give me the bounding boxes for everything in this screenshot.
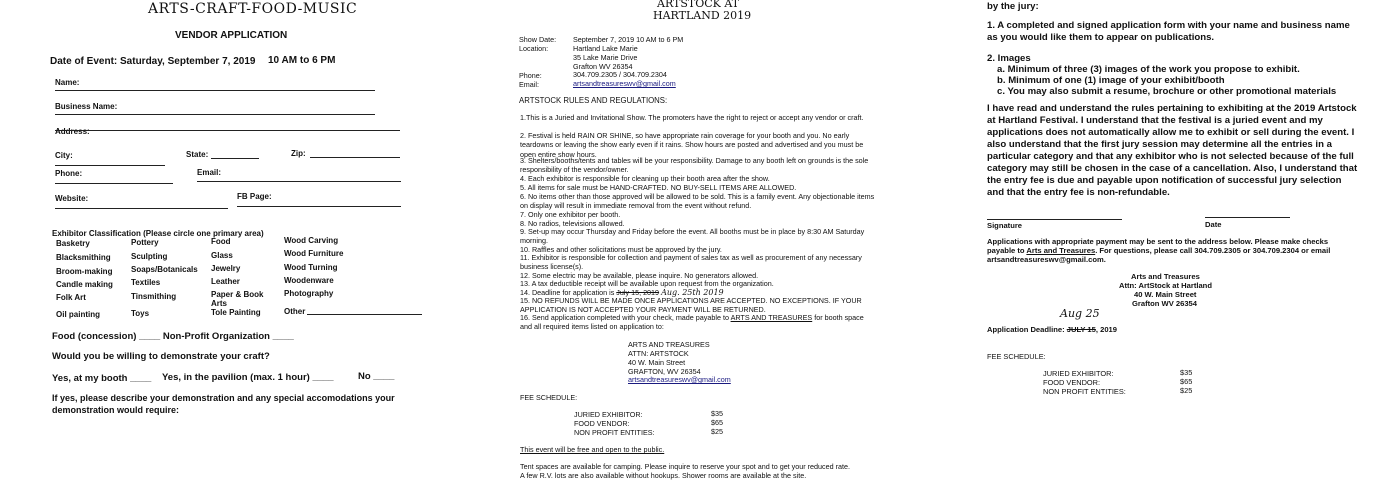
signature-field[interactable] [987, 219, 1122, 220]
mail-address-line: GRAFTON, WV 26354 [628, 367, 701, 376]
deadline-year: , 2019 [1095, 325, 1118, 334]
classification-option[interactable]: Textiles [131, 278, 161, 287]
fee-label: JURIED EXHIBITOR: [574, 410, 643, 419]
classification-header: Exhibitor Classification (Please circle one primary area) [52, 229, 264, 238]
application-deadline [987, 325, 1117, 335]
describe-demo-text-2: demonstration would require: [52, 405, 180, 415]
describe-demo-text: If yes, please describe your demonstration and any special accomodations your [52, 393, 395, 403]
mail-email-link[interactable]: artsandtreasureswv@gmail.com [628, 375, 731, 384]
classification-option[interactable]: Blacksmithing [56, 253, 111, 262]
show-date-value: September 7, 2019 10 AM to 6 PM [573, 35, 684, 44]
demo-at-booth-option[interactable]: Yes, at my booth ____ [52, 373, 152, 384]
name-label: Name: [55, 78, 80, 87]
send-text: 16. Send application completed with your check, made payable to [520, 313, 731, 322]
agreement-page [975, 0, 1400, 500]
vendor-application-page [0, 0, 460, 500]
fee-label: FOOD VENDOR: [1043, 378, 1101, 387]
requirement-2b: b. Minimum of one (1) image of your exhibit/booth [997, 75, 1225, 86]
zip-label: Zip: [291, 149, 306, 158]
rule-item: 11. Exhibitor is responsible for collection and payment of sales tax as well as procurement of any necessary business license(s). [520, 253, 862, 272]
email-link[interactable]: artsandtreasureswv@gmail.com [573, 79, 676, 88]
mail-address-line: Attn: ArtStock at Hartland [1119, 281, 1212, 290]
classification-option[interactable]: Tinsmithing [131, 292, 177, 301]
city-field[interactable] [55, 165, 165, 166]
rule-item: 9. Set-up may occur Thursday and Friday before the event. All booths must be in place by 8:30 AM Saturday morning. [520, 227, 865, 246]
business-name-field[interactable] [55, 114, 375, 115]
classification-option[interactable]: Sculpting [131, 252, 168, 261]
agreement-line: also understand that the first jury session may determine all the entries in a [987, 139, 1332, 150]
mail-address-line: 40 W. Main Street [628, 358, 686, 367]
rules-title: ARTSTOCK RULES AND REGULATIONS: [519, 96, 668, 105]
jury-intro: by the jury: [987, 1, 1039, 12]
classification-option[interactable]: Basketry [56, 239, 90, 248]
classification-option[interactable]: Pottery [131, 238, 159, 247]
agreement-line: at Hartland Festival. I understand that the festival is a juried event and my [987, 115, 1323, 126]
handwritten-deadline: Aug. 25th 2019 [661, 288, 724, 297]
phone-value: 304.709.2305 / 304.709.2304 [573, 70, 667, 79]
fee-schedule-title: FEE SCHEDULE: [520, 393, 578, 402]
zip-field[interactable] [310, 157, 400, 158]
city-label: City: [55, 151, 73, 160]
date-of-event: Date of Event: Saturday, September 7, 2019 [50, 56, 256, 67]
classification-option[interactable]: Oil painting [56, 310, 100, 319]
location-line: Grafton WV 26354 [573, 62, 633, 71]
location-line: Hartland Lake Marie [573, 44, 638, 53]
mail-address-line: ATTN: ARTSTOCK [628, 349, 689, 358]
rules-page [505, 0, 885, 500]
classification-option[interactable]: Folk Art [56, 293, 86, 302]
agreement-line: particular category and that any exhibitor who is not selected because of the full [987, 151, 1354, 162]
contact-email[interactable]: artsandtreasureswv@gmail.com. [987, 255, 1106, 264]
classification-option[interactable]: Glass [211, 251, 233, 260]
classification-option[interactable]: Tole Painting [211, 308, 261, 317]
mail-address-line: 40 W. Main Street [1134, 290, 1197, 299]
classification-option[interactable]: Leather [211, 277, 240, 286]
agreement-line: and that the entry fee is non-refundable. [987, 187, 1170, 198]
fee-amount: $35 [1180, 368, 1193, 377]
state-label: State: [186, 150, 209, 159]
form-title: VENDOR APPLICATION [175, 30, 288, 41]
classification-option[interactable]: Food [211, 237, 231, 246]
fee-amount: $65 [711, 418, 723, 427]
send-text-2: for booth space and all required items listed on application to: [520, 313, 864, 332]
handwritten-deadline: Aug 25 [1060, 307, 1100, 320]
rule-item: 1.This is a Juried and Invitational Show. The promoters have the right to reject or accept any vendor or craft. [520, 113, 864, 122]
requirement-2c: c. You may also submit a resume, brochure or other promotional materials [997, 86, 1337, 97]
fee-amount: $25 [1180, 386, 1193, 395]
fee-amount: $65 [1180, 377, 1193, 386]
contact-text: . For questions, please call 304.709.2305 or 304.709.2304 or email [1095, 246, 1331, 255]
rule-item: 2. Festival is held RAIN OR SHINE, so have appropriate rain coverage for your booth and you. No early teardowns or leaving the show early even if it rains. Show hours are posted and advertised and you must be open entire show hours. [520, 131, 864, 159]
rule-item: 8. No radios, televisions allowed. [520, 219, 625, 228]
email-field[interactable] [197, 181, 401, 182]
deadline-label: Application Deadline: [987, 325, 1067, 334]
rule-item-refunds: 15. NO REFUNDS WILL BE MADE ONCE APPLICATIONS ARE ACCEPTED. NO EXCEPTIONS. IF YOUR APPLICATION IS NOT ACCEPTED YOUR PAYMENT WILL BE RETURNED. [520, 296, 862, 315]
email-label: Email: [197, 168, 222, 177]
classification-option[interactable]: Candle making [56, 280, 113, 289]
classification-option[interactable]: Toys [131, 309, 150, 318]
mail-address-line: Arts and Treasures [1131, 272, 1200, 281]
requirement-1: 1. A completed and signed application form with your name and business name [987, 20, 1350, 31]
phone-label: Phone: [55, 169, 83, 178]
struck-deadline: JULY 15 [1066, 325, 1096, 334]
payee-name: ARTS AND TREASURES [730, 313, 813, 322]
rv-note: A few R.V. lots are also available without hookups. Shower rooms are available at the site. [520, 471, 807, 480]
address-field[interactable] [55, 130, 400, 131]
classification-option[interactable]: Soaps/Botanicals [131, 265, 198, 274]
rules-header: ARTSTOCK AT [657, 0, 740, 10]
agreement-line: category may still be chosen in the case of a cancellation. Also, I understand that [987, 163, 1358, 174]
location-line: 35 Lake Marie Drive [573, 53, 638, 62]
classification-option[interactable]: Wood Furniture [284, 249, 344, 258]
phone-label: Phone: [519, 71, 542, 80]
show-date-label: Show Date: [519, 35, 557, 44]
email-label: Email: [519, 80, 539, 89]
state-field[interactable] [211, 158, 259, 159]
classification-option[interactable]: Jewelry [211, 264, 241, 273]
requirement-1-cont: as you would like them to appear on publications. [987, 32, 1215, 43]
rule-item: 13. A tax deductible receipt will be available upon request from the organization. [520, 279, 774, 288]
rule-item-send [520, 313, 875, 332]
demo-pavilion-option[interactable]: Yes, in the pavilion (max. 1 hour) ____ [162, 372, 334, 383]
fee-label: JURIED EXHIBITOR: [1043, 369, 1114, 378]
rule-item: 4. Each exhibitor is responsible for cleaning up their booth area after the show. [520, 174, 770, 183]
classification-option[interactable]: Photography [284, 289, 334, 298]
fb-page-label: FB Page: [237, 192, 272, 201]
fee-amount: $35 [711, 409, 723, 418]
fee-label: NON PROFIT ENTITIES: [574, 428, 655, 437]
deadline-text: 14. Deadline for application is [520, 288, 617, 297]
agreement-line: applications does not automatically allow me to exhibit or sell during the event. I [987, 127, 1355, 138]
other-classification-field[interactable] [307, 314, 422, 315]
website-label: Website: [55, 194, 89, 203]
rule-item: 5. All items for sale must be HAND-CRAFTED. NO BUY-SELL ITEMS ARE ALLOWED. [520, 183, 797, 192]
requirement-2: 2. Images [987, 53, 1031, 64]
event-header: ARTS-CRAFT-FOOD-MUSIC [148, 1, 358, 17]
payee-name: Arts and Treasures [1026, 246, 1096, 255]
date-field[interactable] [1205, 217, 1290, 218]
address-label: Address: [55, 127, 90, 136]
food-nonprofit-line[interactable]: Food (concession) ____ Non-Profit Organization ____ [52, 331, 294, 342]
rules-header-2: HARTLAND 2019 [653, 9, 752, 22]
mail-address-line: Grafton WV 26354 [1132, 299, 1197, 308]
date-label: Date [1205, 220, 1222, 229]
classification-option[interactable]: Woodenware [284, 276, 334, 285]
event-time: 10 AM to 6 PM [268, 55, 336, 66]
signature-label: Signature [987, 221, 1023, 230]
rule-item: 10. Raffles and other solicitations must be approved by the jury. [520, 245, 722, 254]
classification-option[interactable]: Paper & Book Arts [211, 290, 264, 308]
rule-item: 12. Some electric may be available, please inquire. No generators allowed. [520, 271, 759, 280]
classification-option[interactable]: Broom-making [56, 267, 113, 276]
name-field[interactable] [55, 90, 375, 91]
agreement-line: I have read and understand the rules pertaining to exhibiting at the 2019 Artstock [987, 103, 1357, 114]
location-label: Location: [519, 44, 549, 53]
demonstrate-question: Would you be willing to demonstrate your craft? [52, 351, 270, 362]
mail-address-line: ARTS AND TREASURES [628, 340, 710, 349]
payment-instructions: Applications with appropriate payment may be sent to the address below. Please make checks [987, 237, 1329, 246]
fee-schedule-title: FEE SCHEDULE: [987, 352, 1046, 361]
fee-label: NON PROFIT ENTITIES: [1043, 387, 1126, 396]
fb-page-field[interactable] [237, 206, 401, 207]
classification-option-other[interactable]: Other [284, 307, 306, 316]
requirement-2a: a. Minimum of three (3) images of the work you propose to exhibit. [997, 64, 1300, 75]
camping-note: Tent spaces are available for camping. Please inquire to reserve your spot and to get your reduced rate. [520, 462, 851, 471]
rule-item: 6. No items other than those approved will be allowed to be sold. This is a family event. Any objectionable items on display will result in immediate removal from the event without refund. [520, 192, 875, 211]
agreement-line: the entry fee is due and payable upon notification of successful jury selection [987, 175, 1342, 186]
website-field[interactable] [55, 208, 228, 209]
fee-amount: $25 [711, 427, 723, 436]
rule-item: 7. Only one exhibitor per booth. [520, 210, 621, 219]
classification-option[interactable]: Wood Turning [284, 263, 338, 272]
demo-no-option[interactable]: No ____ [358, 371, 395, 382]
struck-deadline: July 15, 2019 [616, 288, 660, 297]
payable-text: payable to [987, 246, 1027, 255]
business-name-label: Business Name: [55, 102, 118, 111]
phone-field[interactable] [55, 183, 173, 184]
classification-option[interactable]: Wood Carving [284, 236, 339, 245]
fee-label: FOOD VENDOR: [574, 419, 630, 428]
free-event-note: This event will be free and open to the public. [520, 445, 665, 454]
rule-item: 3. Shelters/booths/tents and tables will be your responsibility. Damage to any booth left on grounds is the sole responsibility of the vendor/owner. [520, 156, 869, 175]
